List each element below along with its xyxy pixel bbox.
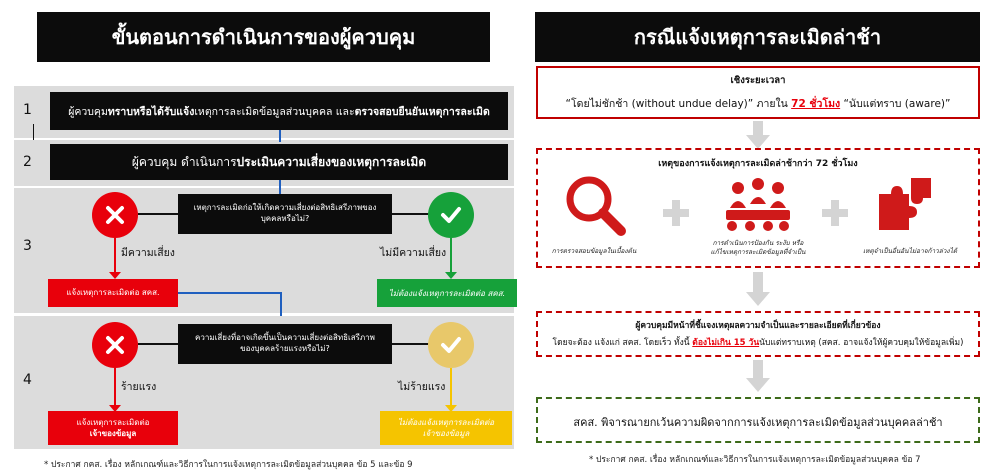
explain-15days: ต้องไม่เกิน 15 วัน xyxy=(692,338,760,348)
step4-question-l2: ของบุคคลร้ายแรงหรือไม่? xyxy=(240,344,330,353)
step3-notify-box: แจ้งเหตุการละเมิดต่อ สคส. xyxy=(48,279,178,307)
step4-number: 4 xyxy=(23,372,32,388)
step1-bold2: ตรวจสอบยืนยันเหตุการละเมิด xyxy=(354,105,490,118)
step4-nonotify-box xyxy=(380,411,512,445)
down-arrow-3 xyxy=(746,360,770,392)
timeframe-post: “นับแต่ทราบ (aware)” xyxy=(840,98,951,110)
step3-nonotify-box: ไม่ต้องแจ้งเหตุการละเมิดต่อ สคส. xyxy=(377,279,517,307)
left-title: ขั้นตอนการดำเนินการของผู้ควบคุม xyxy=(37,12,490,62)
step3-risk-arrowhead xyxy=(109,272,121,279)
final-text: สคส. พิจารณายกเว้นความผิดจากการแจ้งเหตุการละเมิดข้อมูลส่วนบุคคลล่าช้า xyxy=(573,416,943,429)
step3-question-l1: เหตุการละเมิดก่อให้เกิดความเสี่ยงต่อสิทธิเสรีภาพของ xyxy=(193,203,377,213)
step4-notsevere-arrow xyxy=(450,368,452,408)
plus-icon-1 xyxy=(663,200,689,226)
right-title: กรณีแจ้งเหตุการละเมิดล่าช้า xyxy=(535,12,980,62)
step3-norisk-arrowhead xyxy=(445,272,457,279)
step4-connector-left xyxy=(138,343,178,345)
step1-mid: เหตุการละเมิดข้อมูลส่วนบุคคล และ xyxy=(194,105,355,118)
step4-question-l1: ความเสี่ยงที่อาจเกิดขึ้นเป็นความเสี่ยงต่อสิทธิเสรีภาพ xyxy=(195,333,375,343)
timeframe-72h: 72 ชั่วโมง xyxy=(791,98,841,110)
step4-notify-l1: แจ้งเหตุการละเมิดต่อ xyxy=(76,417,150,427)
left-footnote: * ประกาศ กคส. เรื่อง หลักเกณฑ์และวิธีการในการแจ้งเหตุการละเมิดข้อมูลส่วนบุคคล ข้อ 5 และข้อ 9 xyxy=(44,460,413,470)
step3-number: 3 xyxy=(23,238,32,254)
step1-pre: ผู้ควบคุม xyxy=(68,105,108,118)
meeting-people-icon xyxy=(722,176,794,232)
step1-number: 1 xyxy=(23,102,32,118)
step3-question-l2: บุคคลหรือไม่? xyxy=(260,214,310,223)
reason-2-l2: แก้ไขเหตุการละเมิดข้อมูลที่จำเป็น xyxy=(710,248,806,257)
down-arrow-1 xyxy=(746,121,770,149)
reason-3-caption: เหตุจำเป็นอื่นอันไม่อาจก้าวล่วงได้ xyxy=(862,247,958,255)
step1-bar xyxy=(50,92,508,130)
step1-bold1: ทราบหรือได้รับแจ้ง xyxy=(107,105,195,118)
magnifier-icon xyxy=(563,173,629,237)
reason-1-caption: การตรวจสอบข้อมูลในเบื้องต้น xyxy=(551,247,637,255)
step4-severe-x-icon xyxy=(92,322,138,368)
right-footnote: * ประกาศ กคส. เรื่อง หลักเกณฑ์และวิธีการในการแจ้งเหตุการละเมิดข้อมูลส่วนบุคคล ข้อ 7 xyxy=(589,455,921,465)
arrow-1-2 xyxy=(279,130,281,142)
down-arrow-2 xyxy=(746,272,770,306)
reason-2-caption xyxy=(697,239,819,258)
step4-severe-arrow xyxy=(114,368,116,408)
step3-risk-label: มีความเสี่ยง xyxy=(121,247,175,259)
reason-2-l1: การดำเนินการป้องกัน ระงับ หรือ xyxy=(712,239,804,247)
puzzle-icon xyxy=(875,176,935,232)
step4-notify-l2: เจ้าของข้อมูล xyxy=(89,429,137,438)
step4-notify-box xyxy=(48,411,178,445)
arrow-2-3 xyxy=(279,180,281,194)
explain-line-1: ผู้ควบคุมมีหน้าที่ชี้แจงเหตุผลความจำเป็นและรายละเอียดที่เกี่ยวข้อง xyxy=(635,321,881,331)
step2-pre: ผู้ควบคุม ดำเนินการ xyxy=(131,154,237,169)
step4-connector-right xyxy=(392,343,430,345)
step2-bar xyxy=(50,144,508,180)
step3-connector-right xyxy=(392,213,430,215)
timeframe-heading: เชิงระยะเวลา xyxy=(730,75,786,86)
explain-l2-post: นับแต่ทราบเหตุ (สคส. อาจแจ้งให้ผู้ควบคุมให้ข้อมูลเพิ่ม) xyxy=(759,338,964,348)
step3-question xyxy=(178,194,392,234)
step3-risk-x-icon xyxy=(92,192,138,238)
step4-severe-label: ร้ายแรง xyxy=(121,381,157,393)
explain-l2-pre: โดยจะต้อง แจ้งแก่ สคส. โดยเร็ว ทั้งนี้ xyxy=(552,338,693,348)
step3-norisk-arrow xyxy=(450,238,452,274)
step2-bold: ประเมินความเสี่ยงของเหตุการละเมิด xyxy=(236,154,427,169)
step4-question xyxy=(178,324,392,364)
reasons-heading: เหตุของการแจ้งเหตุการละเมิดล่าช้ากว่า 72 ชั่วโมง xyxy=(658,159,858,169)
step3-risk-arrow xyxy=(114,238,116,274)
step3-norisk-check-icon xyxy=(428,192,474,238)
plus-icon-2 xyxy=(822,200,848,226)
step3-connector-left xyxy=(138,213,178,215)
step4-nonotify-l2: เจ้าของข้อมูล xyxy=(422,429,470,438)
timeframe-pre: “โดยไม่ชักช้า (without undue delay)” ภายใน xyxy=(565,98,792,110)
step4-notsevere-label: ไม่ร้ายแรง xyxy=(398,381,446,393)
timeframe-text xyxy=(536,95,980,112)
step2-number: 2 xyxy=(23,154,32,170)
step4-nonotify-l1: ไม่ต้องแจ้งเหตุการละเมิดต่อ xyxy=(397,417,495,427)
explain-line-2 xyxy=(536,335,980,349)
step3-norisk-label: ไม่มีความเสี่ยง xyxy=(380,247,447,259)
blue-connector-h xyxy=(178,292,282,294)
step4-notsevere-check-icon xyxy=(428,322,474,368)
